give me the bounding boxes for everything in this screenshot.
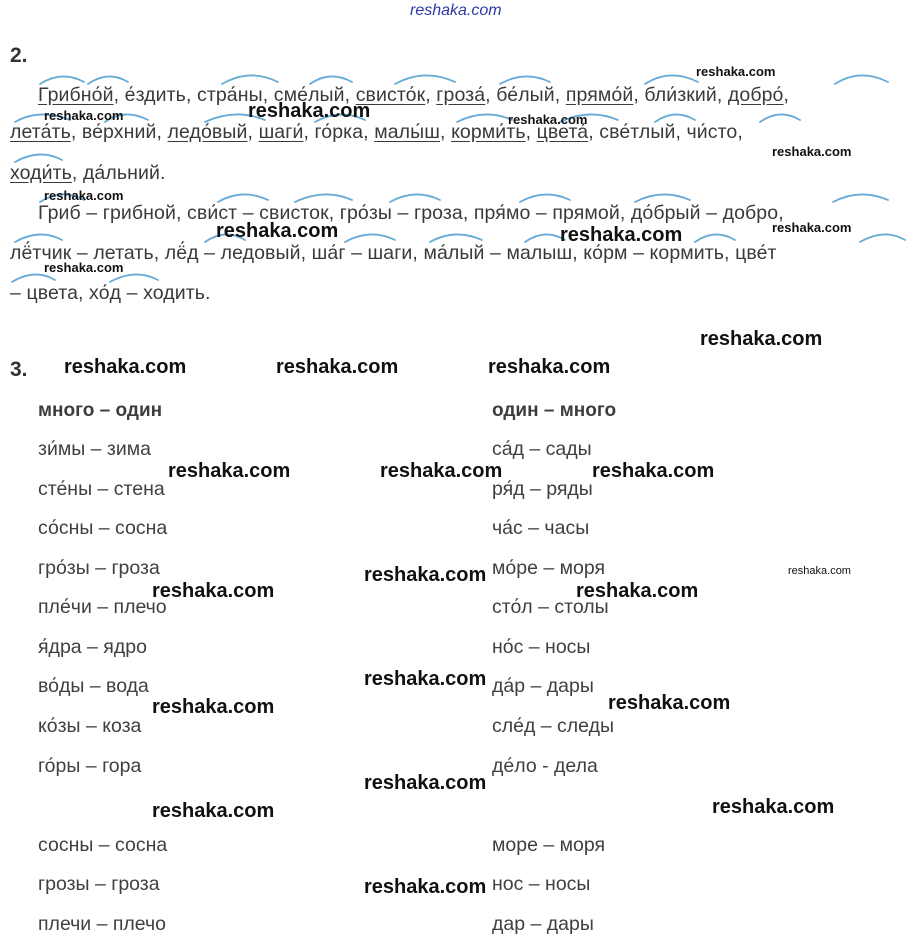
underlined-word: Грибно́й [38,84,114,106]
text-segment: , го́рка, [303,121,375,143]
watermark: reshaka.com [44,188,124,203]
underlined-word: лета́ть [10,121,71,143]
underlined-word: малы́ш [374,121,441,143]
underlined-word: ледо́вый [167,121,248,143]
word-pair-row: да́р – дары [492,675,594,697]
text-segment: , ве́рхний, [70,121,168,143]
text-segment: , [525,121,537,143]
watermark: reshaka.com [248,100,371,122]
watermark: reshaka.com [592,460,715,482]
watermark: reshaka.com [508,112,588,127]
text-segment: , [247,121,259,143]
word-pair-row: пле́чи – плечо [38,596,167,618]
watermark: reshaka.com [168,460,291,482]
underlined-word: цвета́ [536,121,589,143]
task-2-line-6: – цвета, хо́д – ходить. [10,282,211,304]
word-pair-row: мо́ре – моря [492,557,606,579]
task-3-number: 3. [10,358,28,381]
word-pair-row: ря́д – ряды [492,478,593,500]
text-segment: , бли́зкий, [633,84,728,106]
text-segment: , [783,84,790,106]
word-pair-row: со́сны – сосна [38,517,168,539]
watermark: reshaka.com [772,220,852,235]
watermark: reshaka.com [364,668,487,690]
watermark: reshaka.com [216,220,339,242]
word-pair-row-plain: нос – носы [492,873,591,895]
task-2-line-2 [10,121,743,144]
watermark: reshaka.com [44,260,124,275]
task-2-line-4: Гриб – грибной, сви́ст – свисток, гро́зы – гроза, пря́мо – прямой, до́брый – добро, [38,202,784,224]
word-pair-row: но́с – носы [492,636,591,658]
word-pair-row: сте́ны – стена [38,478,165,500]
watermark: reshaka.com [364,876,487,898]
text-segment: , бе́лый, [485,84,566,106]
underlined-word: шаги́ [258,121,304,143]
task-2-line-5: лё́тчик – летать, лё́д – ледовый, ша́г – шаги, ма́лый – малыш, ко́рм – кормить, цве́т [10,242,777,264]
word-pair-row: сто́л – столы [492,596,609,618]
word-pair-row: зи́мы – зима [38,438,152,460]
watermark: reshaka.com [488,356,611,378]
watermark: reshaka.com [700,328,823,350]
underlined-word: ходи́ть [10,162,72,184]
text-segment: , да́льний. [71,162,166,184]
text-segment: , [113,84,125,106]
watermark: reshaka.com [712,796,835,818]
watermark: reshaka.com [608,692,731,714]
word-pair-row: са́д – сады [492,438,592,460]
word-pair-row-plain: плечи – плечо [38,913,167,935]
watermark: reshaka.com [380,460,503,482]
watermark: reshaka.com [44,108,124,123]
task-2-number: 2. [10,44,28,67]
word-pair-row: сле́д – следы [492,715,614,737]
text-segment: , [440,121,452,143]
watermark: reshaka.com [560,224,683,246]
word-pair-row: ча́с – часы [492,517,590,539]
text-segment: , [425,84,437,106]
word-pair-row: я́дра – ядро [38,636,147,658]
word-pair-row: го́ры – гора [38,755,142,777]
underlined-word: добро́ [727,84,784,106]
word-pair-row: де́ло - дела [492,755,598,777]
watermark: reshaka.com [364,564,487,586]
underlined-word: гроза́ [436,84,486,106]
watermark: reshaka.com [364,772,487,794]
task-2-line-1 [38,84,789,107]
word-pair-row-plain: дар – дары [492,913,594,935]
watermark: reshaka.com [772,144,852,159]
watermark: reshaka.com [152,800,275,822]
text-segment: , све́тлый, чи́сто, [588,121,743,143]
right-column-header: один – много [492,400,617,421]
watermark: reshaka.com [576,580,699,602]
task-2-line-3 [10,162,166,185]
word-pair-row-plain: грозы – гроза [38,873,160,895]
watermark: reshaka.com [276,356,399,378]
word-pair-row: ко́зы – коза [38,715,142,737]
word-pair-row: во́ды – вода [38,675,149,697]
watermark: reshaka.com [152,580,275,602]
word-pair-row-plain: сосны – сосна [38,834,168,856]
site-watermark-top: reshaka.com [410,2,502,19]
word-pair-row: гро́зы – гроза [38,557,160,579]
left-column-header: много – один [38,400,163,421]
underlined-word: корми́ть [451,121,526,143]
watermark: reshaka.com [788,565,851,577]
underlined-word: прямо́й [565,84,634,106]
watermark: reshaka.com [152,696,275,718]
underlined-word: свисто́к [355,84,426,106]
watermark: reshaka.com [696,64,776,79]
text-segment: е́здить, стра́ны, сме́лый, [124,84,356,106]
watermark: reshaka.com [64,356,187,378]
word-pair-row-plain: море – моря [492,834,606,856]
